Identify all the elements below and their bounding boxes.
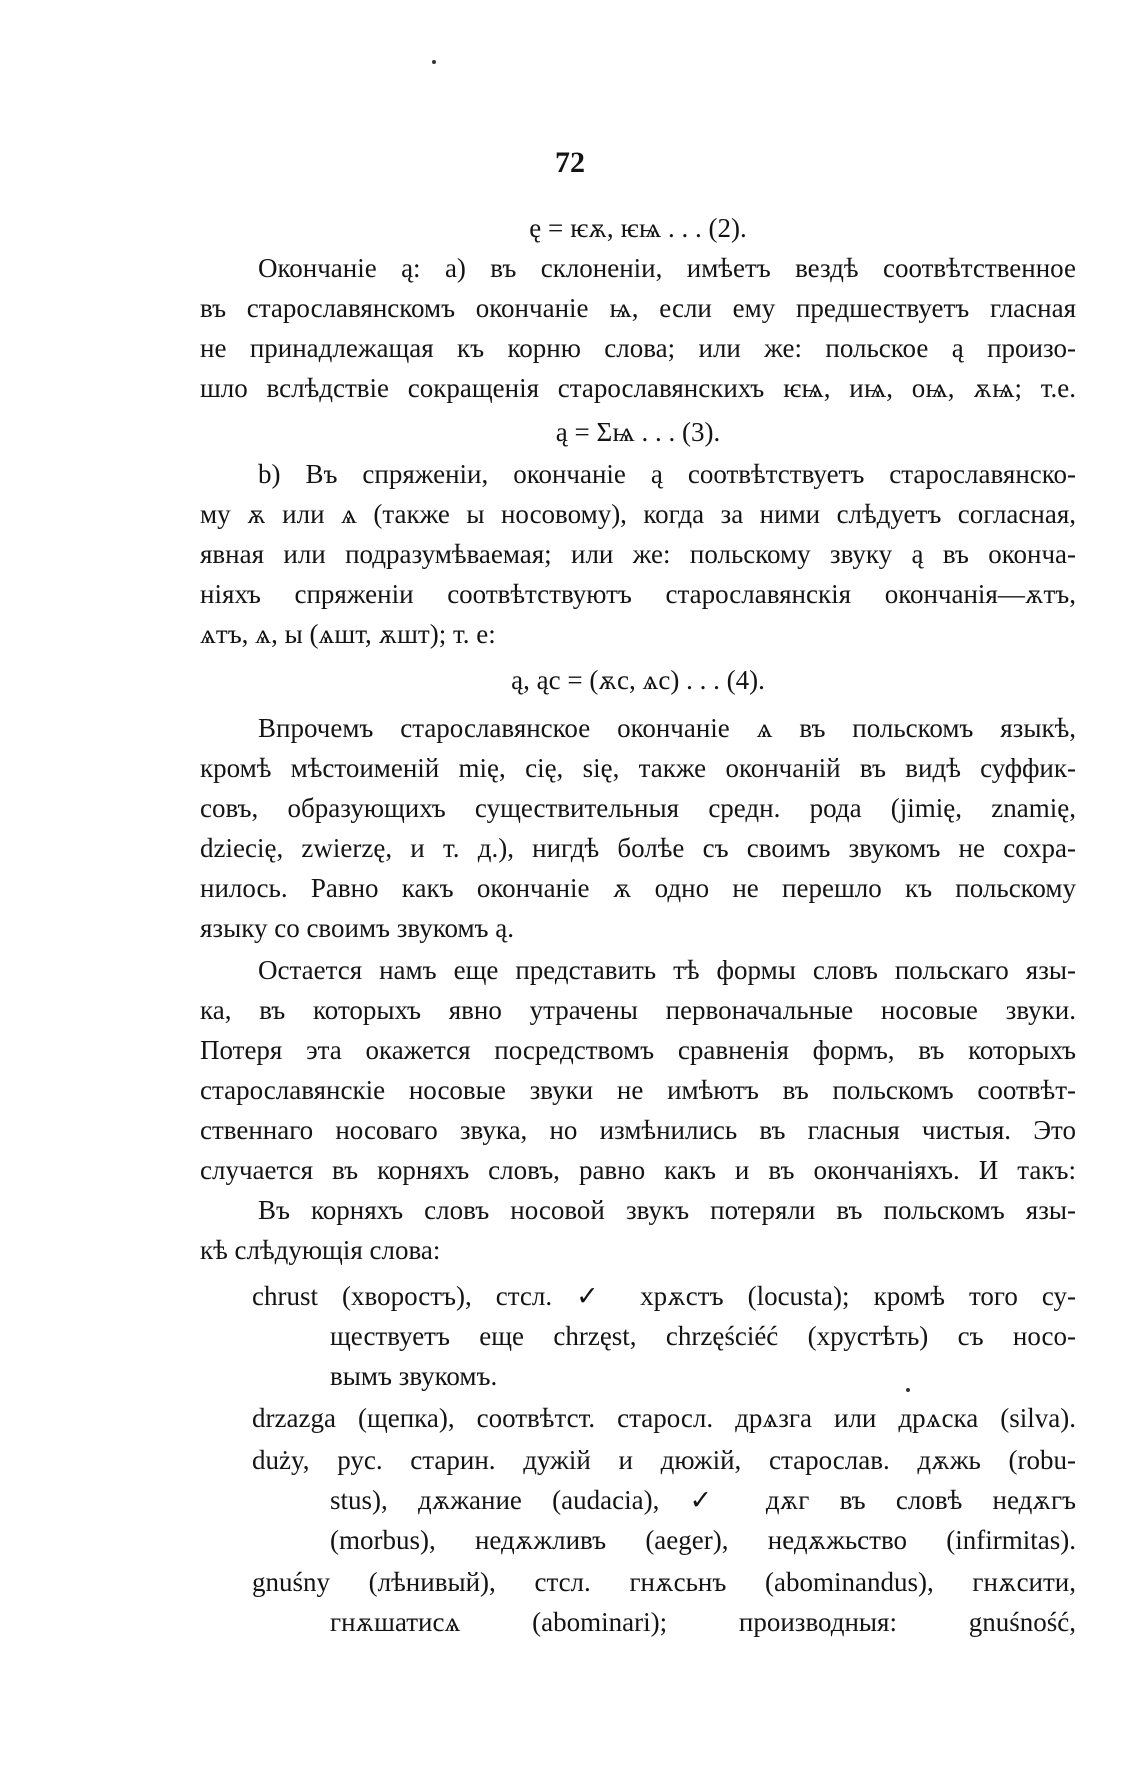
text-line: совъ, образующихъ существительныя средн. рода (jimię, znamię, — [200, 793, 1076, 823]
text-line: шло вслѣдствіе сокращенія старославянскихъ ѥѩ, иѩ, оѩ, ѫѩ; т.е. — [200, 373, 1076, 403]
text-line: случается въ корняхъ словъ, равно какъ и въ окончаніяхъ. И такъ: — [200, 1155, 1076, 1185]
text-line: языку со своимъ звукомъ ą. — [200, 913, 514, 943]
text-line: Впрочемъ старославянское окончаніе ѧ въ польскомъ языкѣ, — [258, 713, 1076, 743]
text-line: ственнаго носоваго звука, но измѣнились въ гласныя чистыя. Это — [200, 1115, 1076, 1145]
text-line: Въ корняхъ словъ носовой звукъ потеряли въ польскомъ язы- — [258, 1195, 1076, 1225]
formula-3: ą = Σѩ . . . (3). — [555, 417, 721, 447]
text-line: му ѫ или ѧ (также ы носовому), когда за ними слѣдуетъ согласная, — [200, 499, 1076, 529]
entry-drzazga: drzazga (щепка), соотвѣтст. старосл. дрѧзга или дрѧска (silva). — [252, 1403, 1076, 1433]
text-line: Остается намъ еще представить тѣ формы словъ польскаго язы- — [258, 955, 1076, 985]
text-line: нилось. Равно какъ окончаніе ѫ одно не перешло къ польскому — [200, 873, 1076, 903]
print-speck — [432, 60, 436, 64]
text-line: ніяхъ спряженіи соотвѣтствуютъ старославянскія окончанія—ѫтъ, — [200, 579, 1076, 609]
entry-continuation: (morbus), недѫжливъ (aeger), недѫжьство (infirmitas). — [330, 1525, 1076, 1555]
text-line: ѧтъ, ѧ, ы (ѧшт, ѫшт); т. е: — [200, 619, 496, 649]
formula-4: ą, ąc = (ѫс, ѧс) . . . (4). — [511, 665, 765, 695]
entry-continuation: вымъ звукомъ. — [330, 1361, 498, 1391]
entry-duzy: duży, рус. старин. дужій и дюжій, старослав. дѫжь (robu- — [252, 1445, 1076, 1475]
entry-chrust: chrust (хворостъ), стсл. ✓ хрѫстъ (locusta); кромѣ того су- — [252, 1281, 1076, 1311]
text-line: въ старославянскомъ окончаніе ѩ, если ему предшествуетъ гласная — [200, 293, 1076, 323]
text-line: b) Въ спряженіи, окончаніе ą соотвѣтствуетъ старославянско- — [258, 459, 1076, 489]
page-number: 72 — [555, 146, 585, 179]
entry-continuation: гнѫшатисѧ (abominari); производныя: gnuśność, — [330, 1607, 1076, 1637]
text-line: старославянскіе носовые звуки не имѣютъ въ польскомъ соотвѣт- — [200, 1075, 1076, 1105]
text-line: кѣ слѣдующія слова: — [200, 1235, 441, 1265]
text-line: Окончаніе ą: а) въ склоненіи, имѣетъ вездѣ соотвѣтственное — [258, 253, 1076, 283]
text-line: не принадлежащая къ корню слова; или же: польское ą произо- — [200, 333, 1076, 363]
text-line: явная или подразумѣваемая; или же: польскому звуку ą въ оконча- — [200, 539, 1076, 569]
text-line: dziecię, zwierzę, и т. д.), нигдѣ болѣе съ своимъ звукомъ не сохра- — [200, 833, 1076, 863]
print-speck — [906, 1388, 910, 1392]
formula-2: ę = ѥѫ, ѥѩ . . . (2). — [529, 213, 747, 243]
entry-gnusny: gnuśny (лѣнивый), стсл. гнѫсьнъ (abominandus), гнѫсити, — [252, 1567, 1076, 1597]
entry-continuation: stus), дѫжание (audacia), ✓ дѫг въ словѣ недѫгъ — [330, 1485, 1076, 1515]
entry-continuation: ществуетъ еще chrzęst, chrzęściéć (хрустѣть) съ носо- — [330, 1321, 1076, 1351]
text-line: ка, въ которыхъ явно утрачены первоначальные носовые звуки. — [200, 995, 1076, 1025]
text-line: Потеря эта окажется посредствомъ сравненія формъ, въ которыхъ — [200, 1035, 1076, 1065]
text-line: кромѣ мѣстоименій mię, cię, się, также окончаній въ видѣ суффик- — [200, 753, 1076, 783]
